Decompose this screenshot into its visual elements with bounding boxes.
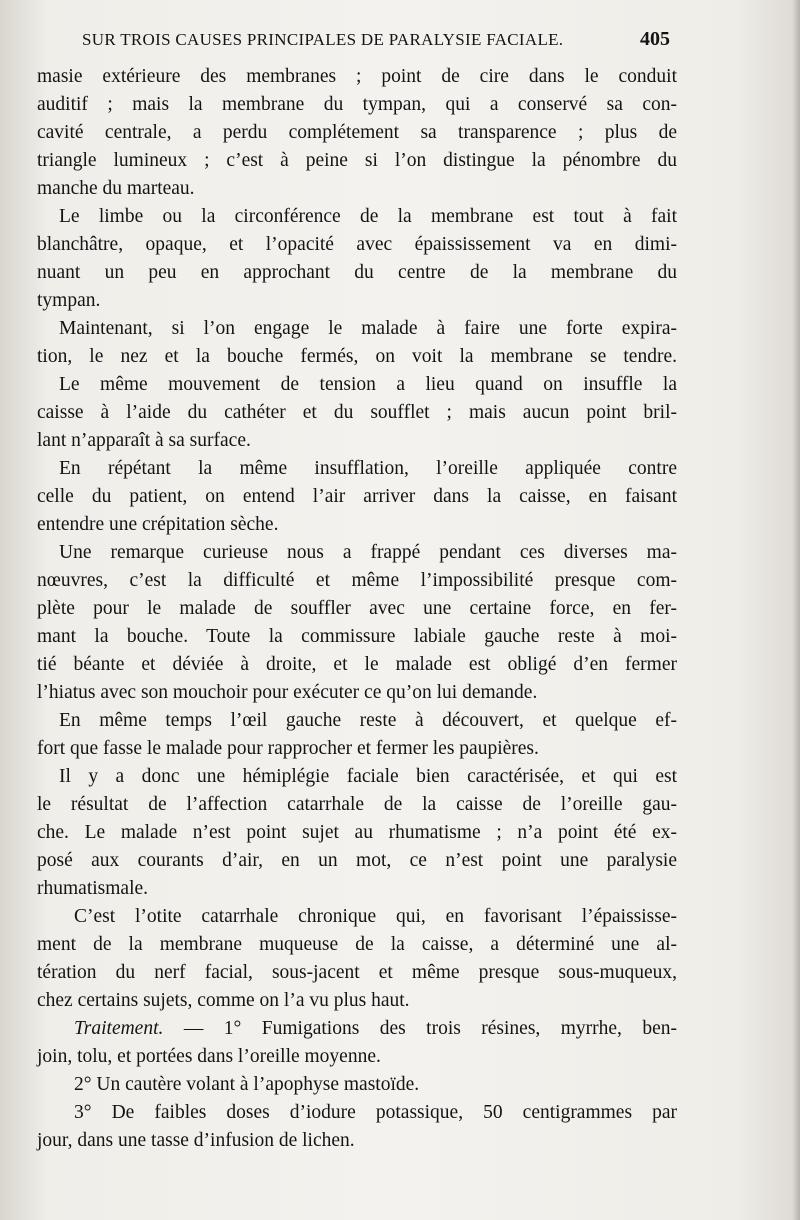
- treatment-label: Traitement.: [74, 1018, 164, 1039]
- text-line: Une remarque curieuse nous a frappé pendant ces diverses ma-: [59, 542, 677, 563]
- page-number: 405: [640, 28, 670, 50]
- text-line: Le même mouvement de tension a lieu quand on insuffle la: [59, 374, 677, 395]
- text-line: Maintenant, si l’on engage le malade à faire une forte expira-: [59, 318, 677, 339]
- text-line: En même temps l’œil gauche reste à découvert, et quelque ef-: [59, 710, 677, 731]
- text-line: join, tolu, et portées dans l’oreille moyenne.: [37, 1046, 381, 1067]
- text-line: triangle lumineux ; c’est à peine si l’on distingue la pénombre du: [37, 150, 677, 171]
- text-line: ment de la membrane muqueuse de la caisse, a déterminé une al-: [37, 934, 677, 955]
- text-line: tion, le nez et la bouche fermés, on voit la membrane se tendre.: [37, 346, 677, 367]
- text-line: tié béante et déviée à droite, et le malade est obligé d’en fermer: [37, 654, 677, 675]
- text-line: 3° De faibles doses d’iodure potassique, 50 centigrammes par: [74, 1102, 677, 1123]
- text-line: le résultat de l’affection catarrhale de la caisse de l’oreille gau-: [37, 794, 677, 815]
- text-line: plète pour le malade de souffler avec une certaine force, en fer-: [37, 598, 677, 619]
- text-line: — 1° Fumigations des trois résines, myrrhe, ben-: [183, 1018, 678, 1039]
- text-line: entendre une crépitation sèche.: [37, 514, 279, 535]
- text-line: jour, dans une tasse d’infusion de lichen.: [37, 1130, 355, 1151]
- text-line: auditif ; mais la membrane du tympan, qui a conservé sa con-: [37, 94, 677, 115]
- page-header: [60, 30, 670, 56]
- text-line: 2° Un cautère volant à l’apophyse mastoïde.: [74, 1074, 420, 1095]
- text-line: celle du patient, on entend l’air arriver dans la caisse, en faisant: [37, 486, 677, 507]
- text-line: masie extérieure des membranes ; point de cire dans le conduit: [37, 66, 677, 87]
- text-line: mant la bouche. Toute la commissure labiale gauche reste à moi-: [37, 626, 677, 647]
- text-line: l’hiatus avec son mouchoir pour exécuter ce qu’on lui demande.: [37, 682, 538, 703]
- text-line: nuant un peu en approchant du centre de la membrane du: [37, 262, 677, 283]
- page-edge-shadow: [792, 0, 800, 1220]
- text-line: blanchâtre, opaque, et l’opacité avec épaississement va en dimi-: [37, 234, 677, 255]
- treatment-line: [37, 1015, 677, 1043]
- text-line: posé aux courants d’air, en un mot, ce n’est point une paralysie: [37, 850, 677, 871]
- text-line: tération du nerf facial, sous-jacent et même presque sous-muqueux,: [37, 962, 677, 983]
- text-line: chez certains sujets, comme on l’a vu plus haut.: [37, 990, 410, 1011]
- text-line: cavité centrale, a perdu complétement sa transparence ; plus de: [37, 122, 677, 143]
- text-line: lant n’apparaît à sa surface.: [37, 430, 251, 451]
- text-line: C’est l’otite catarrhale chronique qui, en favorisant l’épaississe-: [74, 906, 677, 927]
- body-text: [37, 63, 677, 1155]
- text-line: caisse à l’aide du cathéter et du soufflet ; mais aucun point bril-: [37, 402, 677, 423]
- text-line: En répétant la même insufflation, l’oreille appliquée contre: [59, 458, 677, 479]
- text-line: Le limbe ou la circonférence de la membrane est tout à fait: [59, 206, 677, 227]
- text-line: che. Le malade n’est point sujet au rhumatisme ; n’a point été ex-: [37, 822, 677, 843]
- text-line: tympan.: [37, 290, 101, 311]
- running-title: SUR TROIS CAUSES PRINCIPALES DE PARALYSIE FACIALE.: [82, 30, 564, 49]
- text-line: nœuvres, c’est la difficulté et même l’impossibilité presque com-: [37, 570, 677, 591]
- text-line: rhumatismale.: [37, 878, 149, 899]
- text-line: fort que fasse le malade pour rapprocher et fermer les paupières.: [37, 738, 539, 759]
- text-line: manche du marteau.: [37, 178, 195, 199]
- text-line: Il y a donc une hémiplégie faciale bien caractérisée, et qui est: [59, 766, 677, 787]
